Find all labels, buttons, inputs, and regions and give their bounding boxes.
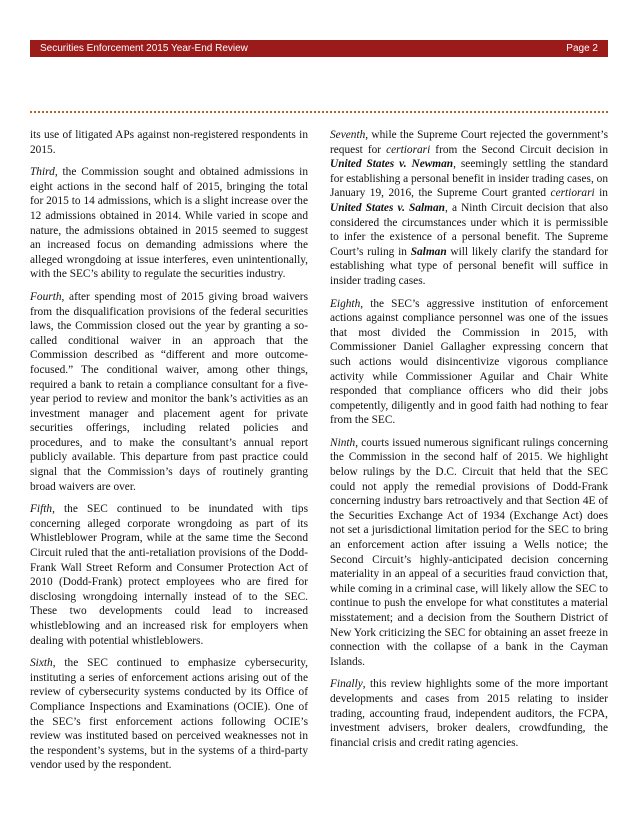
header-title: Securities Enforcement 2015 Year-End Review — [40, 43, 248, 54]
divider — [30, 111, 608, 113]
paragraph-fourth: Fourth, after spending most of 2015 giving broad waivers from the disqualification provisions of the federal securities laws, the Commission closed out the year by granting a so-called conditional waiver in an approach that the Commission described as “different and more outcome-focused.” The conditional waiver, among other things, required a bank to retain a compliance consultant for a five-year period to review and monitor the bank’s activities as an investment manager and placement agent for private securities offerings, including related policies and procedures, and to make the consultant’s annual report publicly available. This departure from past practice could signal that the Commission’s days of routinely granting broad waivers are over. — [30, 290, 308, 493]
paragraph-finally: Finally, this review highlights some of the more important developments and cases from 2015 relating to insider trading, accounting fraud, independent auditors, the FCPA, investment advisers, broker dealers, crowdfunding, the financial crisis and credit rating agencies. — [330, 678, 608, 749]
page-number: Page 2 — [566, 43, 598, 54]
left-column — [30, 128, 308, 781]
paragraph: its use of litigated APs against non-registered respondents in 2015. — [30, 129, 308, 156]
paragraph-fifth: Fifth, the SEC continued to be inundated with tips concerning alleged corporate wrongdoing as part of its Whistleblower Program, while at the same time the Second Circuit ruled that the anti-retaliation provisions of the Dodd-Frank Wall Street Reform and Consumer Protection Act of 2010 (Dodd-Frank) protect employees who are fired for disclosing wrongdoing internally instead of to the SEC. These two developments could lead to increased whistleblowing and an increased risk for employers when dealing with potential whistleblowers. — [30, 503, 308, 647]
right-column — [330, 128, 608, 758]
paragraph-third: Third, the Commission sought and obtained admissions in eight actions in the second half of 2015, bringing the total for 2015 to 14 admissions, which is a slight increase over the 12 admissions obtained in 2014. While varied in scope and nature, the admissions obtained in 2015 seemed to suggest an increased focus on demanding admissions where the alleged wrongdoing at issue interferes, even unintentionally, with the SEC’s ability to regulate the securities industry. — [30, 166, 308, 281]
paragraph-eighth: Eighth, the SEC’s aggressive institution of enforcement actions against compliance personnel was one of the issues that most divided the Commission in 2015, with Commissioner Daniel Gallagher expressing concern that such actions would disincentivize vigorous compliance activity while Commissioner Aguilar and Chair White responded that compliance officers who did their jobs competently, diligently and in good faith had nothing to fear from the SEC. — [330, 297, 608, 427]
paragraph-sixth: Sixth, the SEC continued to emphasize cybersecurity, instituting a series of enforcement actions arising out of the review of cybersecurity systems conducted by its Office of Compliance Inspections and Examinations (OCIE). One of the SEC’s first enforcement actions following OCIE’s review was instituted based on perceived weaknesses not in the respondent’s systems, but in the systems of a third-party vendor used by the respondent. — [30, 657, 308, 772]
paragraph-seventh: Seventh, while the Supreme Court rejected the government’s request for certiorari from the Second Circuit decision in United States v. Newman, seemingly settling the standard for establishing a personal benefit in insider trading cases, on January 19, 2016, the Supreme Court granted certiorari in United States v. Salman, a Ninth Circuit decision that also considered the circumstances under which it is permissible to infer the existence of a personal benefit. The Supreme Court’s ruling in Salman will likely clarify the standard for establishing what type of personal benefit will suffice in insider trading cases. — [330, 129, 609, 287]
paragraph-ninth: Ninth, courts issued numerous significant rulings concerning the Commission in the second half of 2015. We highlight below rulings by the D.C. Circuit that held that the SEC could not apply the remedial provisions of Dodd-Frank concerning industry bars retroactively and that Section 4E of the Securities Exchange Act of 1934 (Exchange Act) does not set a jurisdictional limitation period for the SEC to bring an enforcement action after issuing a Wells notice; the Second Circuit’s highly-anticipated decision concerning materiality in an appeal of a securities fraud conviction that, while coming in a criminal case, will likely allow the SEC to continue to push the envelope for what constitutes a material misstatement; and a decision from the Southern District of New York criticizing the SEC for obtaining an asset freeze in connection with the collapse of a bank in the Cayman Islands. — [330, 436, 608, 668]
page-header — [30, 40, 608, 57]
